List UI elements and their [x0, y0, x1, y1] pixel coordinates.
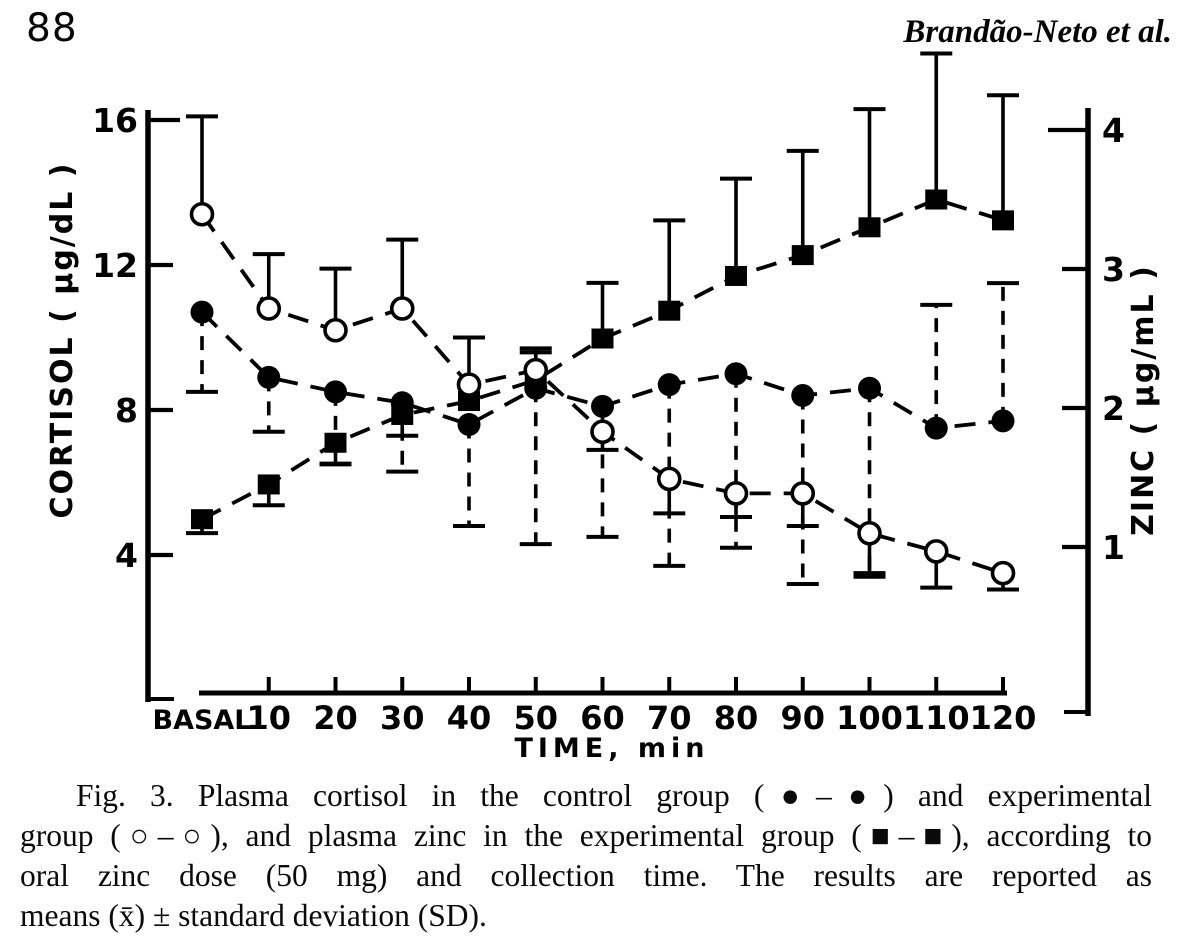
- x-axis-tick-label: 10: [246, 699, 292, 737]
- open-circle-marker: [993, 563, 1014, 584]
- x-axis-tick-label: 40: [446, 699, 492, 737]
- caption-line-1: Fig. 3. Plasma cortisol in the control group (●–●) and experimental: [76, 778, 1152, 813]
- filled-circle-marker: [791, 384, 814, 407]
- plasma-cortisol-experimental-group-series: [186, 116, 1019, 589]
- open-circle-marker: [258, 298, 279, 319]
- filled-square-marker: [725, 266, 747, 286]
- caption-line-3: oral zinc dose (50 mg) and collection time. The results are reported as: [20, 858, 1152, 893]
- x-axis-tick-label: 60: [580, 699, 625, 737]
- right-axis-title: ZINC ( μg/mL ): [1126, 264, 1161, 536]
- x-axis-tick-label: 120: [969, 699, 1037, 737]
- x-axis-tick-label: 110: [902, 699, 970, 737]
- filled-circle-marker: [391, 391, 414, 414]
- x-axis-tick-label: 50: [513, 699, 559, 737]
- open-circle-marker: [792, 483, 813, 504]
- filled-circle-marker: [725, 362, 748, 385]
- left-axis-tick-label: 8: [115, 391, 138, 430]
- left-axis-tick-label: 16: [92, 101, 138, 140]
- filled-square-marker: [925, 190, 947, 210]
- right-axis-tick-label: 3: [1102, 250, 1125, 289]
- filled-circle-marker: [257, 366, 280, 389]
- open-circle-marker: [192, 204, 213, 225]
- filled-circle-marker: [992, 409, 1015, 432]
- open-circle-marker: [659, 468, 680, 489]
- filled-circle-marker: [925, 417, 948, 440]
- x-axis-tick-label: 80: [713, 699, 759, 737]
- filled-square-marker: [792, 245, 814, 265]
- left-axis-tick-label: 4: [115, 536, 138, 575]
- open-circle-marker: [525, 360, 546, 381]
- caption-line-4: means (x̄) ± standard deviation (SD).: [20, 898, 487, 933]
- caption-line-2: group (○–○), and plasma zinc in the experimental group (■–■), according to: [20, 818, 1152, 853]
- page-number: 88: [26, 6, 78, 51]
- open-circle-marker: [592, 421, 613, 442]
- filled-circle-marker: [324, 380, 347, 403]
- x-axis-tick-label: 70: [646, 699, 692, 737]
- filled-square-marker: [592, 329, 614, 349]
- right-axis-tick-label: 1: [1102, 528, 1125, 567]
- filled-square-marker: [992, 210, 1014, 230]
- x-axis-tick-label: BASAL: [152, 705, 252, 736]
- x-axis-tick-label: 100: [836, 699, 903, 737]
- open-circle-marker: [859, 523, 880, 544]
- filled-circle-marker: [658, 373, 681, 396]
- open-circle-marker: [392, 298, 413, 319]
- filled-circle-marker: [458, 413, 481, 436]
- x-axis-title: TIME, min: [514, 733, 710, 764]
- x-axis-tick-label: 30: [379, 699, 425, 737]
- open-circle-marker: [726, 483, 747, 504]
- left-axis-title: CORTISOL ( μg/dL ): [45, 161, 80, 519]
- filled-square-marker: [191, 509, 213, 529]
- filled-circle-marker: [858, 377, 881, 400]
- x-axis-tick-label: 20: [313, 699, 358, 737]
- right-axis-tick-label: 4: [1102, 111, 1125, 150]
- x-axis-tick-label: 90: [780, 699, 826, 737]
- filled-circle-marker: [591, 395, 614, 418]
- plasma-zinc-experimental-group-line: [202, 200, 1003, 520]
- open-circle-marker: [926, 541, 947, 562]
- figure-caption: [20, 776, 1152, 936]
- open-circle-marker: [325, 320, 346, 341]
- filled-circle-marker: [191, 301, 214, 324]
- right-axis-tick-label: 2: [1102, 389, 1125, 428]
- left-axis-tick-label: 12: [92, 246, 138, 285]
- open-circle-marker: [459, 374, 480, 395]
- running-head-author: Brandão-Neto et al.: [903, 14, 1172, 50]
- filled-square-marker: [658, 301, 680, 321]
- filled-square-marker: [258, 474, 280, 494]
- filled-square-marker: [859, 217, 881, 237]
